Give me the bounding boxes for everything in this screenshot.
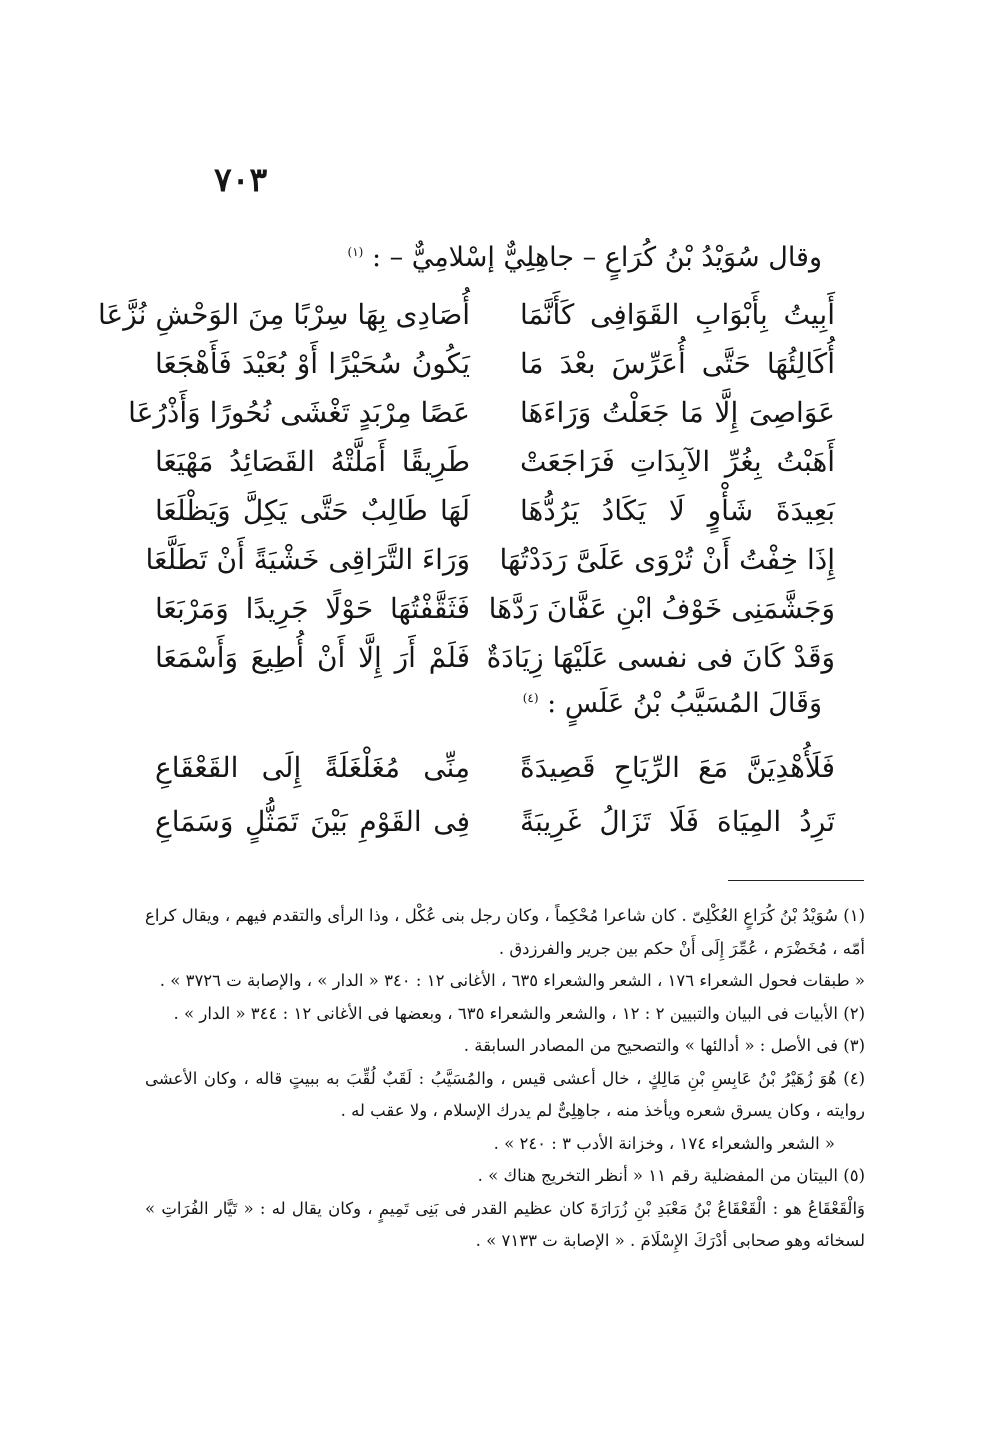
footnote-5: (٥) البيتان من المفضلية رقم ١١ « أنظر التخريج هناك » .	[477, 1166, 865, 1185]
verse	[155, 339, 835, 388]
poem-suwayd	[97, 290, 835, 682]
verse-first-hemistich: عَوَاصِىَ إِلَّا مَا جَعَلْتُ وَرَاءَهَا	[520, 396, 835, 429]
verse-second-hemistich: طَرِيقًا أَمَلَّتْهُ القَصَائِدُ مَهْيَعَا	[155, 445, 470, 478]
intro-text: وَقَالَ المُسَيَّبُ بْنُ عَلَسٍ :	[547, 688, 822, 719]
verse-first-hemistich: وَقَدْ كَانَ فى نفسى عَلَيْهَا زِيَادَةٌ	[486, 641, 835, 674]
footnote-4-sources: « الشعر والشعراء ١٧٤ ، وخزانة الأدب ٣ : ٢٤٠ » .	[493, 1133, 835, 1153]
verse-second-hemistich: لَهَا طَالِبٌ حَتَّى يَكِلَّ وَيَظْلَعَا	[155, 494, 470, 527]
verse-first-hemistich: أُكَالِئُهَا حَتَّى أُعَرِّسَ بعْدَ مَا	[520, 347, 835, 380]
verse-first-hemistich: فَلَأُهْدِيَنَّ مَعَ الرِّيَاحِ قَصِيدَةً	[520, 750, 835, 784]
verse-first-hemistich: تَرِدُ المِيَاهَ فَلَا تَزَالُ غَرِيبَةً	[520, 804, 835, 838]
verse-second-hemistich: وَرَاءَ التَّرَاقِى خَشْيَةً أَنْ تَطَلَّعَا	[145, 543, 470, 576]
footnote-1-sources: « طبقات فحول الشعراء ١٧٦ ، الشعر والشعراء ٦٣٥ ، الأغانى ١٢ : ٣٤٠ « الدار » ، والإصابة ت ٣٧٢٦ » .	[159, 971, 865, 990]
poem-intro-musayyab	[523, 688, 822, 719]
page-number: ٧٠٣	[214, 160, 268, 199]
footnotes	[145, 900, 865, 1258]
verse-second-hemistich: فَلَمْ أَرَ إِلَّا أَنْ أُطِيعَ وَأَسْمَعَا	[155, 641, 470, 674]
verse-second-hemistich: فِى القَوْمِ بَيْنَ تَمَثُّلٍ وَسَمَاعِ	[155, 804, 470, 838]
poem-intro-suwayd	[348, 242, 822, 273]
verse-second-hemistich: أُصَادِى بِهَا سِرْبًا مِنَ الوَحْشِ نُزَّعَا	[97, 298, 470, 331]
footnote-1: (١) سُوَيْدُ بْنُ كُرَاعٍ العُكْلِىّ . كان شاعرا مُحْكِماً ، وكان رجل بنى عُكْل ، وذا الرأى والتقدم فيهم ، ويقال كراع أمّه ، مُخَضْرَم ، عُمِّرَ إِلَى أَنْ حكم بين جرير والفرزدق .	[145, 906, 865, 958]
footnote-divider	[728, 880, 864, 881]
footnote-3: (٣) فى الأصل : « أدالئها » والتصحيح من المصادر السابقة .	[463, 1036, 865, 1055]
verse	[145, 535, 835, 584]
verse-second-hemistich: مِنِّى مُغَلْغَلَةً إِلَى القَعْقَاعِ	[155, 750, 470, 784]
verse-second-hemistich: فَثَقَّفْتُهَا حَوْلًا جَرِيدًا وَمَرْبَعَا	[155, 592, 470, 625]
verse	[155, 794, 835, 848]
footnote-4: (٤) هُوَ زُهَيْرُ بْنُ عَابِسِ بْنِ مَالِكٍ ، خال أعشى قيس ، والمُسَيَّبُ : لَقَبٌ لُقِّبَ به ببيتٍ قاله ، وكان الأعشى روايته ، وكان يسرق شعره ويأخذ منه ، جاهِلِىٌّ لم يدرك الإسلام ، ولا عقب له .	[145, 1068, 865, 1120]
verse-first-hemistich: أَهَبْتُ بِغُرِّ الآبِدَاتِ فَرَاجَعَتْ	[520, 445, 835, 478]
verse	[155, 633, 835, 682]
verse	[128, 388, 835, 437]
footnote-ref-4: (٤)	[522, 691, 539, 705]
verse	[97, 290, 835, 339]
verse-first-hemistich: بَعِيدَةَ شَأْوٍ لَا يَكَادُ يَرُدُّهَا	[520, 494, 835, 527]
footnote-5-qaqaa: وَالْقَعْقَاعُ هو : الْقَعْقَاعُ بْنُ مَعْبَدِ بْنِ زُرَارَةَ كان عظيم القدر فى بَنِى تَمِيمٍ ، وكان يقال له : « تَيَّار الفُرَاتِ » لسخائه وهو صحابى أدْرَكَ الإِسْلَامَ . « الإصابة ت ٧١٣٣ » .	[145, 1198, 865, 1250]
verse	[155, 740, 835, 794]
footnote-ref-1: (١)	[347, 245, 364, 259]
verse-second-hemistich: عَصًا مِرْبَدٍ تَغْشَى نُحُورًا وَأَذْرُعَا	[128, 396, 470, 429]
footnote-2: (٢) الأبيات فى البيان والتبيين ٢ : ١٢ ، والشعر والشعراء ٦٣٥ ، وبعضها فى الأغانى ١٢ : ٣٤٤ « الدار » .	[173, 1003, 865, 1023]
verse	[155, 486, 835, 535]
intro-text: وقال سُوَيْدُ بْنُ كُرَاعٍ – جاهِلِيٌّ إسْلامِيٌّ – :	[371, 242, 822, 273]
verse	[155, 584, 835, 633]
verse-first-hemistich: أَبِيتُ بِأَبْوَابِ القَوَافِى كَأَنَّمَا	[520, 298, 835, 331]
poem-musayyab	[155, 740, 835, 848]
verse-first-hemistich: إِذَا خِفْتُ أَنْ تُرْوَى عَلَىَّ رَدَدْتُهَا	[499, 543, 835, 576]
verse	[155, 437, 835, 486]
verse-second-hemistich: يَكُونُ سُحَيْرًا أَوْ بُعَيْدَ فَأَهْجَعَا	[155, 347, 470, 380]
verse-first-hemistich: وَجَشَّمَنِى خَوْفُ ابْنِ عَفَّانَ رَدَّهَا	[488, 592, 835, 625]
